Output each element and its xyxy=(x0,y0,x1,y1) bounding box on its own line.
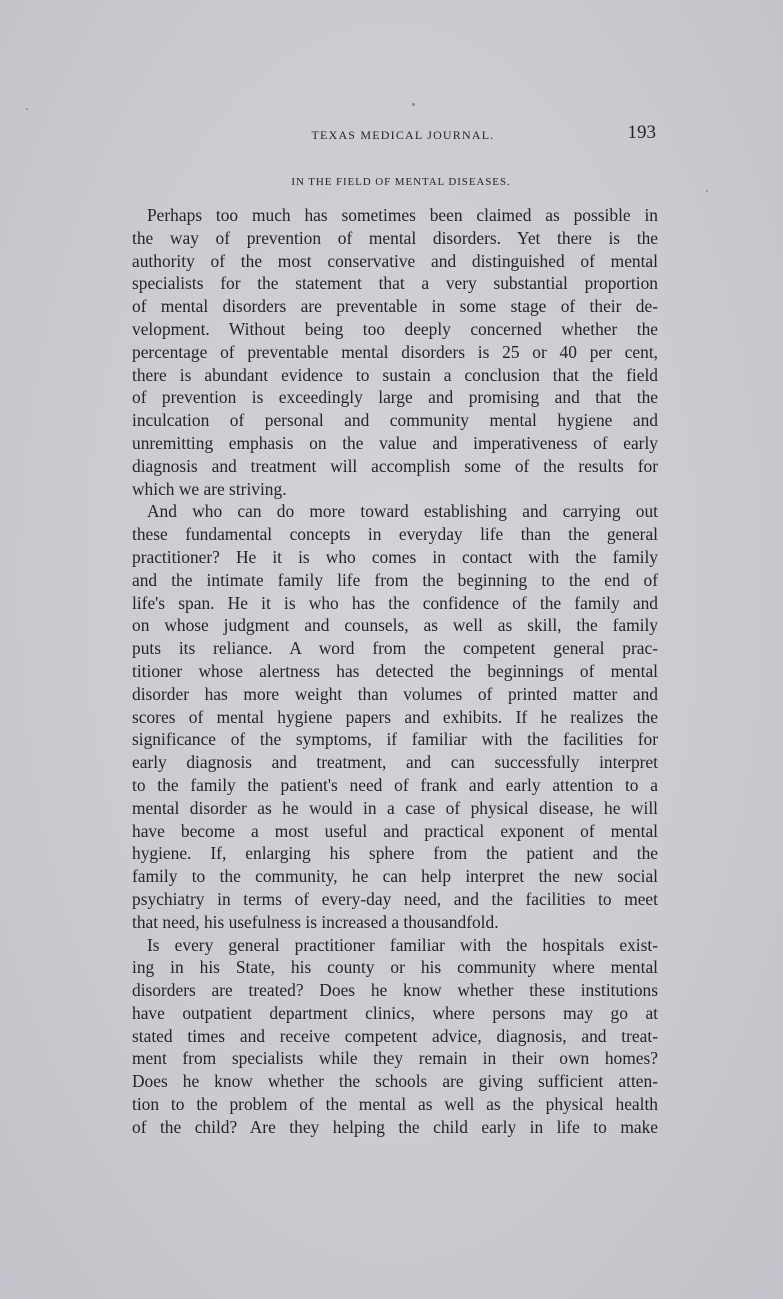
text-line: family to the community, he can help interpret the new social xyxy=(132,866,658,887)
text-line: have become a most useful and practical exponent of mental xyxy=(132,820,658,841)
text-line: which we are striving. xyxy=(132,478,287,499)
text-line: velopment. Without being too deeply concerned whether the xyxy=(132,318,658,339)
text-line: diagnosis and treatment will accomplish some of the results for xyxy=(132,455,658,476)
text-line: that need, his usefulness is increased a thousandfold. xyxy=(132,911,499,932)
text-line: ing in his State, his county or his community where mental xyxy=(132,957,658,978)
text-line: scores of mental hygiene papers and exhibits. If he realizes the xyxy=(132,706,658,727)
text-line: Perhaps too much has sometimes been claimed as possible in xyxy=(147,205,658,225)
text-line: Is every general practitioner familiar with the hospitals exist- xyxy=(147,934,658,955)
paragraph-3 xyxy=(132,934,658,1139)
paragraph-1 xyxy=(132,204,658,500)
paper-speck xyxy=(26,108,28,110)
text-line: mental disorder as he would in a case of physical disease, he will xyxy=(132,797,658,818)
text-line: of prevention is exceedingly large and promising and that the xyxy=(132,387,658,408)
paragraph-2 xyxy=(132,500,658,933)
running-head: TEXAS MEDICAL JOURNAL. xyxy=(311,128,495,142)
paper-speck xyxy=(706,190,708,192)
page-header xyxy=(132,122,656,144)
paper-speck xyxy=(412,103,415,106)
text-line: puts its reliance. A word from the competent general prac- xyxy=(132,638,658,659)
text-line: of mental disorders are preventable in some stage of their de- xyxy=(132,296,658,317)
text-line: have outpatient department clinics, where persons may go at xyxy=(132,1002,658,1023)
text-line: on whose judgment and counsels, as well as skill, the family xyxy=(132,615,658,636)
text-line: of the child? Are they helping the child early in life to make xyxy=(132,1116,658,1137)
text-line: and the intimate family life from the beginning to the end of xyxy=(132,569,658,590)
text-line: stated times and receive competent advice, diagnosis, and treat- xyxy=(132,1025,658,1046)
text-line: Does he know whether the schools are giving sufficient atten- xyxy=(132,1071,658,1092)
text-line: authority of the most conservative and distinguished of mental xyxy=(132,250,658,271)
text-line: psychiatry in terms of every-day need, and the facilities to meet xyxy=(132,888,658,909)
text-line: titioner whose alertness has detected the beginnings of mental xyxy=(132,660,658,681)
text-line: inculcation of personal and community mental hygiene and xyxy=(132,410,658,431)
text-line: to the family the patient's need of frank and early attention to a xyxy=(132,774,658,795)
text-line: early diagnosis and treatment, and can successfully interpret xyxy=(132,752,658,773)
section-title: IN THE FIELD OF MENTAL DISEASES. xyxy=(291,176,511,188)
text-line: the way of prevention of mental disorders. Yet there is the xyxy=(132,227,658,248)
text-line: significance of the symptoms, if familiar with the facilities for xyxy=(132,729,658,750)
text-line: unremitting emphasis on the value and imperativeness of early xyxy=(132,432,658,453)
text-line: And who can do more toward establishing and carrying out xyxy=(147,501,658,522)
text-line: specialists for the statement that a very substantial proportion xyxy=(132,273,658,294)
text-line: practitioner? He it is who comes in contact with the family xyxy=(132,546,658,567)
text-line: life's span. He it is who has the confidence of the family and xyxy=(132,592,658,613)
text-line: percentage of preventable mental disorders is 25 or 40 per cent, xyxy=(132,341,658,362)
article-body xyxy=(132,204,658,1139)
page-number: 193 xyxy=(627,122,656,143)
text-line: these fundamental concepts in everyday life than the general xyxy=(132,524,658,545)
text-line: hygiene. If, enlarging his sphere from the patient and the xyxy=(132,843,658,864)
text-line: disorders are treated? Does he know whether these institutions xyxy=(132,980,658,1001)
text-line: ment from specialists while they remain in their own homes? xyxy=(132,1048,658,1069)
text-line: disorder has more weight than volumes of printed matter and xyxy=(132,683,658,704)
text-line: there is abundant evidence to sustain a conclusion that the field xyxy=(132,364,658,385)
text-line: tion to the problem of the mental as well as the physical health xyxy=(132,1094,658,1115)
